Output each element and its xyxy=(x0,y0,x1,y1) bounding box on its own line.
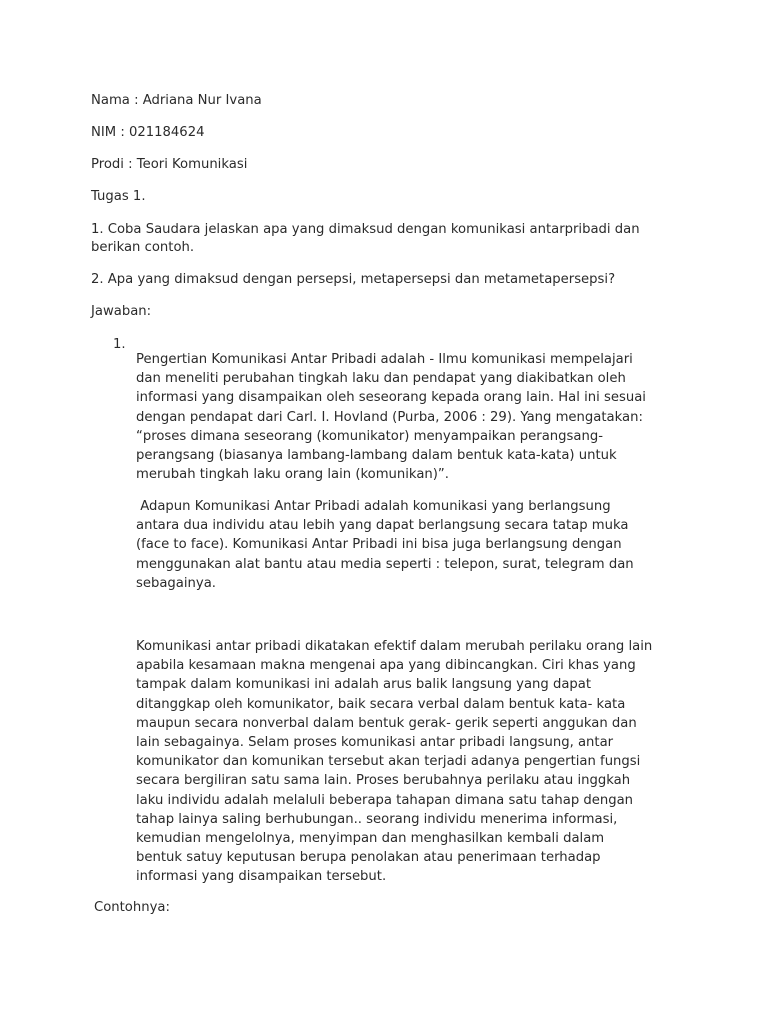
paragraph-line: komunikator dan komunikan tersebut akan terjadi adanya pengertian fungsi xyxy=(136,754,641,770)
paragraph-line: Pengertian Komunikasi Antar Pribadi adalah - Ilmu komunikasi mempelajari xyxy=(136,352,633,367)
paragraph-line: informasi yang disampaikan tersebut. xyxy=(136,869,387,885)
study-program: Prodi : Teori Komunikasi xyxy=(91,157,248,172)
answer-paragraph-definition xyxy=(136,350,696,484)
answer-paragraph-explanation xyxy=(136,497,696,593)
answer-list-marker: 1. xyxy=(113,337,126,352)
student-name: Nama : Adriana Nur Ivana xyxy=(91,93,262,108)
answer-paragraph-effectiveness xyxy=(136,637,696,887)
paragraph-line: bentuk satuy keputusan berupa penolakan atau penerimaan terhadap xyxy=(136,850,601,866)
paragraph-line: lain sebagainya. Selam proses komunikasi antar pribadi langsung, antar xyxy=(136,735,614,751)
question-2: 2. Apa yang dimaksud dengan persepsi, metapersepsi dan metametapersepsi? xyxy=(91,272,616,287)
paragraph-line: menggunakan alat bantu atau media seperti : telepon, surat, telegram dan xyxy=(136,556,634,572)
paragraph-line: apabila kesamaan makna mengenai apa yang dibincangkan. Ciri khas yang xyxy=(136,658,636,674)
question-1-line-1: 1. Coba Saudara jelaskan apa yang dimaksud dengan komunikasi antarpribadi dan xyxy=(91,222,640,237)
paragraph-line: informasi yang disampaikan oleh seseorang kepada orang lain. Hal ini sesuai xyxy=(136,390,646,406)
paragraph-line: (face to face). Komunikasi Antar Pribadi ini bisa juga berlangsung dengan xyxy=(136,537,622,553)
paragraph-line: Komunikasi antar pribadi dikatakan efektif dalam merubah perilaku orang lain xyxy=(136,639,653,654)
student-nim: NIM : 021184624 xyxy=(91,125,205,140)
paragraph-line: merubah tingkah laku orang lain (komunikan)”. xyxy=(136,467,449,483)
paragraph-line: sebagainya. xyxy=(136,575,216,591)
question-1-line-2: berikan contoh. xyxy=(91,240,195,255)
assignment-title: Tugas 1. xyxy=(91,189,146,204)
paragraph-line: Adapun Komunikasi Antar Pribadi adalah komunikasi yang berlangsung xyxy=(136,499,611,514)
answers-heading: Jawaban: xyxy=(91,304,152,319)
paragraph-line: laku individu adalah melaluli beberapa tahapan dimana satu tahap dengan xyxy=(136,792,634,808)
paragraph-line: tahap lainya saling berhubungan.. seorang individu menerima informasi, xyxy=(136,811,618,827)
paragraph-line: maupun secara nonverbal dalam bentuk gerak- gerik seperti anggukan dan xyxy=(136,715,637,731)
paragraph-line: tampak dalam komunikasi ini adalah arus balik langsung yang dapat xyxy=(136,677,592,693)
example-heading: Contohnya: xyxy=(94,900,170,915)
paragraph-line: kemudian mengelolnya, menyimpan dan menghasilkan kembali dalam xyxy=(136,831,605,847)
paragraph-line: secara bergiliran satu sama lain. Proses berubahnya perilaku atau inggkah xyxy=(136,773,631,789)
paragraph-line: perangsang (biasanya lambang-lambang dalam bentuk kata-kata) untuk xyxy=(136,448,617,464)
paragraph-line: “proses dimana seseorang (komunikator) menyampaikan perangsang- xyxy=(136,428,603,444)
paragraph-line: dengan pendapat dari Carl. I. Hovland (Purba, 2006 : 29). Yang mengatakan: xyxy=(136,409,643,425)
paragraph-line: ditanggkap oleh komunikator, baik secara verbal dalam bentuk kata- kata xyxy=(136,696,626,712)
paragraph-line: dan meneliti perubahan tingkah laku dan pendapat yang diakibatkan oleh xyxy=(136,371,626,387)
paragraph-line: antara dua individu atau lebih yang dapat berlangsung secara tatap muka xyxy=(136,518,629,534)
